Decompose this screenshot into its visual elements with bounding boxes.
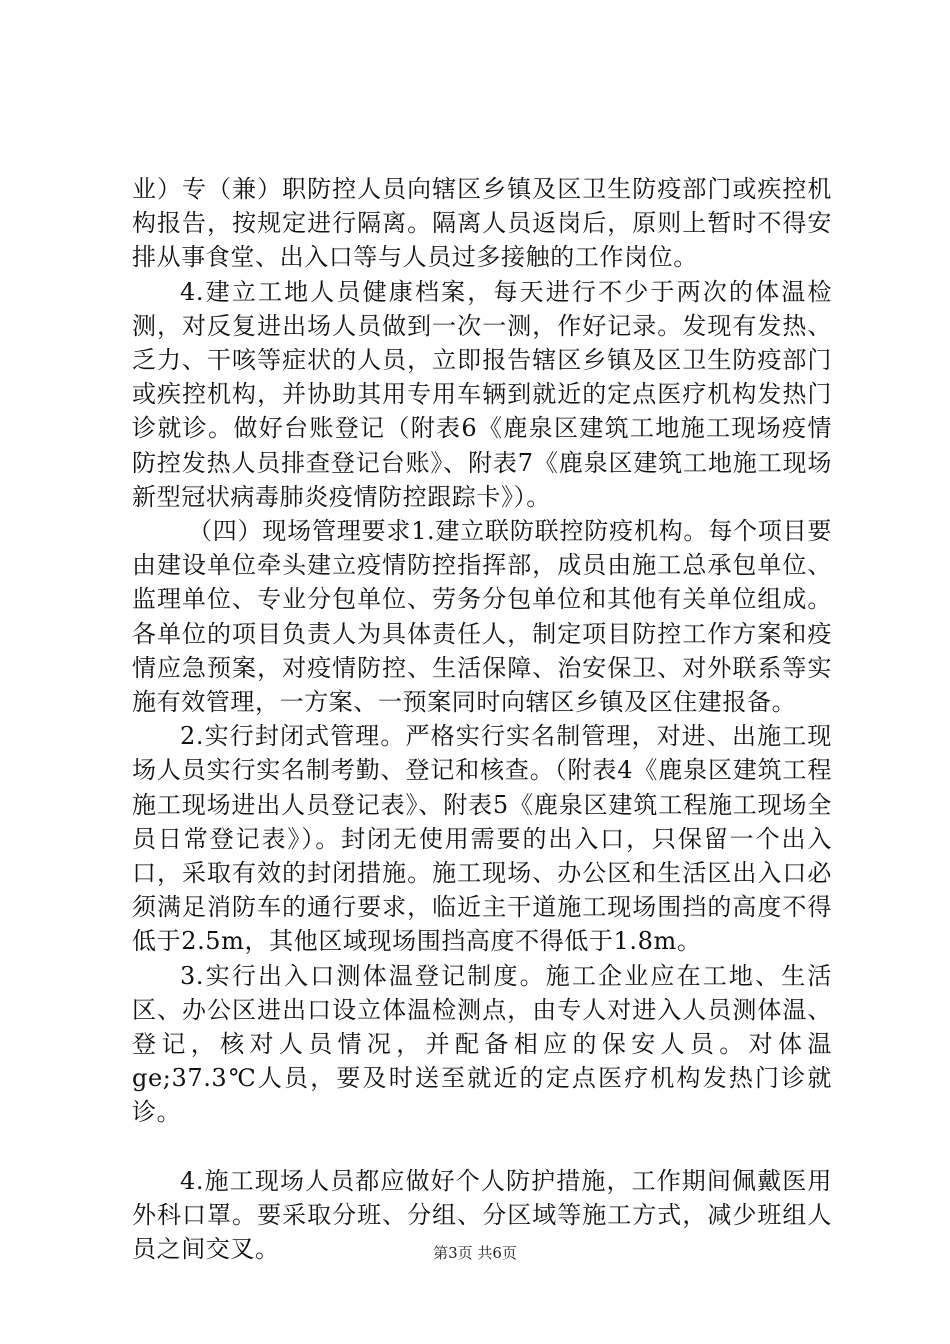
paragraph-isolation-report: 业）专（兼）职防控人员向辖区乡镇及区卫生防疫部门或疾控机构报告，按规定进行隔离。隔离人员返岗后，原则上暂时不得安排从事食堂、出入口等与人员过多接触的工作岗位。 (132, 175, 832, 272)
paragraph-site-management: （四）现场管理要求1.建立联防联控防疫机构。每个项目要由建设单位牵头建立疫情防控指挥部，成员由施工总承包单位、监理单位、专业分包单位、劳务分包单位和其他有关单位组成。各单位的项目负责人为具体责任人，制定项目防控工作方案和疫情应急预案，对疫情防控、生活保障、治安保卫、对外联系等实施有效管理，一方案、一预案同时向辖区乡镇及区住建报备。 (132, 517, 832, 717)
paragraph-personal-protection: 4.施工现场人员都应做好个人防护措施，工作期间佩戴医用外科口罩。要采取分班、分组、分区域等施工方式，减少班组人员之间交叉。 (132, 1166, 832, 1264)
page-number-label: 第3页 共6页 (433, 1244, 517, 1262)
page-footer (0, 1243, 950, 1263)
paragraph-health-records: 4.建立工地人员健康档案，每天进行不少于两次的体温检测，对反复进出场人员做到一次一测，作好记录。发现有发热、乏力、干咳等症状的人员，立即报告辖区乡镇及区卫生防疫部门或疾控机构，并协助其用专用车辆到就近的定点医疗机构发热门诊就诊。做好台账登记（附表6《鹿泉区建筑工地施工现场疫情防控发热人员排查登记台账》、附表7《鹿泉区建筑工地施工现场新型冠状病毒肺炎疫情防控跟踪卡》）。 (132, 277, 832, 511)
paragraph-temperature-check: 3.实行出入口测体温登记制度。施工企业应在工地、生活区、办公区进出口设立体温检测点，由专人对进入人员测体温、登记，核对人员情况，并配备相应的保安人员。对体温ge;37.3℃人员，要及时送至就近的定点医疗机构发热门诊就诊。 (132, 961, 832, 1127)
paragraph-closed-management: 2.实行封闭式管理。严格实行实名制管理，对进、出施工现场人员实行实名制考勤、登记和核查。（附表4《鹿泉区建筑工程施工现场进出人员登记表》、附表5《鹿泉区建筑工程施工现场全员日常登记表》）。封闭无使用需要的出入口，只保留一个出入口，采取有效的封闭措施。施工现场、办公区和生活区出入口必须满足消防车的通行要求，临近主干道施工现场围挡的高度不得低于2.5m，其他区域现场围挡高度不得低于1.8m。 (132, 722, 832, 956)
document-body (132, 172, 832, 1266)
